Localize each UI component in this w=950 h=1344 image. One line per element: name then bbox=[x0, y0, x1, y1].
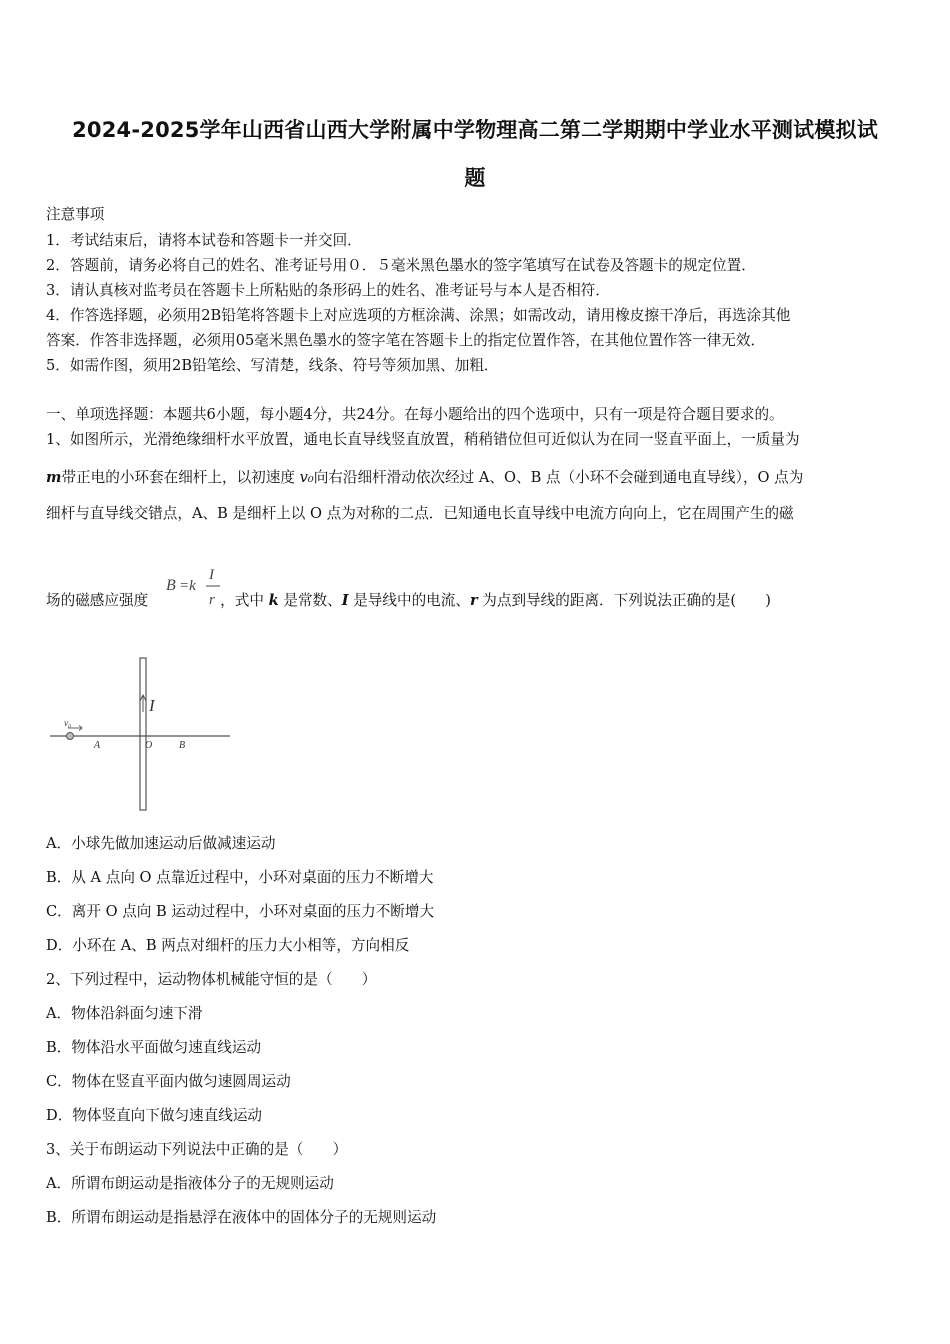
formula-lhs: B bbox=[166, 577, 176, 594]
label-I: I bbox=[149, 696, 155, 715]
notice-item: 2．答题前，请务必将自己的姓名、准考证号用０．５毫米黑色墨水的签字笔填写在试卷及答题卡的规定位置． bbox=[46, 257, 756, 274]
q1-stem-line-3: 细杆与直导线交错点，A、B 是细杆上以 O 点为对称的二点．已知通电长直导线中电流方向向上，它在周围产生的磁 bbox=[46, 505, 794, 522]
q1-stem-text: 为点到导线的距离．下列说法正确的是( ) bbox=[477, 592, 771, 609]
label-A: A bbox=[94, 740, 101, 751]
notice-item: 答案．作答非选择题，必须用05毫米黑色墨水的签字笔在答题卡上的指定位置作答，在其他位置作答一律无效． bbox=[46, 332, 766, 349]
q1-r-symbol: r bbox=[469, 592, 478, 609]
q1-stem-text: 是常数、 bbox=[278, 592, 342, 609]
q1-stem-text: 带正电的小环套在细杆上，以初速度 bbox=[61, 469, 300, 486]
notice-item: 4．作答选择题，必须用2B铅笔将答题卡上对应选项的方框涂满、涂黑；如需改动，请用橡皮擦干净后，再选涂其他 bbox=[46, 307, 791, 324]
q1-mass-symbol: m bbox=[46, 469, 62, 486]
notice-heading: 注意事项 bbox=[46, 206, 105, 223]
q1-stem-line-2 bbox=[46, 466, 803, 487]
label-v0: v₀ bbox=[64, 718, 72, 728]
q1-stem-text: 是导线中的电流、 bbox=[348, 592, 470, 609]
doc-title-line-1: 2024-2025学年山西省山西大学附属中学物理高二第二学期期中学业水平测试模拟试 bbox=[72, 118, 878, 142]
q3-option-a: A．所谓布朗运动是指液体分子的无规则运动 bbox=[46, 1175, 334, 1192]
formula-numerator: I bbox=[209, 567, 214, 583]
q1-stem-line-4 bbox=[46, 589, 771, 610]
notice-item: 1．考试结束后，请将本试卷和答题卡一并交回． bbox=[46, 232, 362, 249]
q2-option-a: A．物体沿斜面匀速下滑 bbox=[46, 1005, 203, 1022]
q3-stem: 3、关于布朗运动下列说法中正确的是（ ） bbox=[46, 1141, 348, 1158]
q1-stem-line-1: 1、如图所示，光滑绝缘细杆水平放置，通电长直导线竖直放置，稍稍错位但可近似认为在同一竖直平面上，一质量为 bbox=[46, 431, 800, 448]
q2-option-c: C．物体在竖直平面内做匀速圆周运动 bbox=[46, 1073, 291, 1090]
doc-title-line-2: 题 bbox=[464, 166, 486, 190]
q1-k-symbol: k bbox=[268, 592, 279, 609]
wire-rod-diagram bbox=[46, 652, 246, 817]
formula-eq: =k bbox=[179, 578, 196, 594]
formula-denominator: r bbox=[209, 592, 215, 608]
q1-option-b: B．从 A 点向 O 点靠近过程中，小环对桌面的压力不断增大 bbox=[46, 869, 434, 886]
q1-velocity-symbol: v₀ bbox=[299, 469, 314, 486]
q2-option-d: D．物体竖直向下做匀速直线运动 bbox=[46, 1107, 263, 1124]
magnetic-field-formula bbox=[164, 562, 226, 610]
section-heading: 一、单项选择题：本题共6小题，每小题4分，共24分。在每小题给出的四个选项中，只有一项是符合题目要求的。 bbox=[46, 406, 784, 423]
q1-stem-text: 场的磁感应强度 bbox=[46, 592, 149, 609]
label-O: O bbox=[145, 740, 153, 751]
q3-option-b: B．所谓布朗运动是指悬浮在液体中的固体分子的无规则运动 bbox=[46, 1209, 437, 1226]
charged-ring bbox=[67, 733, 74, 740]
label-B: B bbox=[179, 740, 186, 751]
q2-option-b: B．物体沿水平面做匀速直线运动 bbox=[46, 1039, 262, 1056]
notice-item: 5．如需作图，须用2B铅笔绘、写清楚，线条、符号等须加黑、加粗． bbox=[46, 357, 499, 374]
q2-stem: 2、下列过程中，运动物体机械能守恒的是（ ） bbox=[46, 971, 377, 988]
q1-stem-text: ，式中 bbox=[220, 592, 269, 609]
q1-option-a: A．小球先做加速运动后做减速运动 bbox=[46, 835, 276, 852]
q1-current-symbol: I bbox=[341, 592, 349, 609]
q1-stem-text: 向右沿细杆滑动依次经过 A、O、B 点（小环不会碰到通电直导线），O 点为 bbox=[313, 469, 804, 486]
vertical-wire bbox=[140, 658, 146, 810]
notice-item: 3．请认真核对监考员在答题卡上所粘贴的条形码上的姓名、准考证号与本人是否相符． bbox=[46, 282, 610, 299]
q1-option-c: C．离开 O 点向 B 运动过程中，小环对桌面的压力不断增大 bbox=[46, 903, 435, 920]
q1-option-d: D．小环在 A、B 两点对细杆的压力大小相等，方向相反 bbox=[46, 937, 410, 954]
